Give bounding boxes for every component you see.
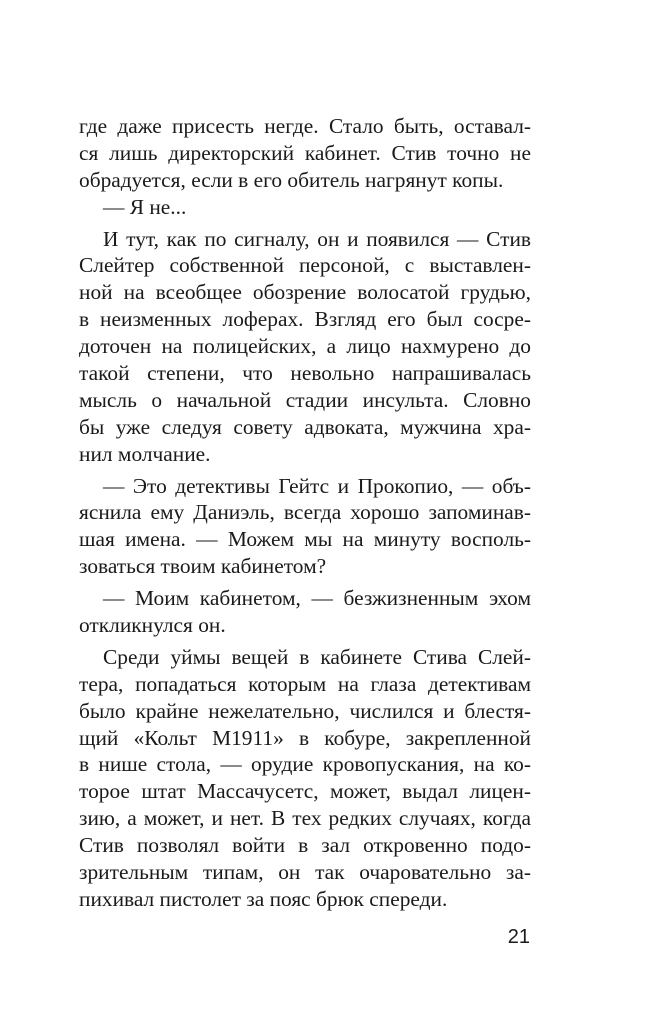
- text-line: откликнулся он.: [79, 613, 226, 638]
- text-line: было крайне нежелательно, числился и блестя-: [79, 698, 531, 723]
- text-line: в неизменных лоферах. Взгляд его был сосре-: [79, 307, 531, 332]
- text-line: бы уже следуя совету адвоката, мужчина хра-: [79, 414, 531, 439]
- text-line: зоваться твоим кабинетом?: [79, 554, 327, 579]
- text-line: — Я не...: [103, 194, 187, 219]
- text-line: Стив позволял войти в зал откровенно подо-: [79, 833, 531, 858]
- text-line: торое штат Массачусетс, может, выдал лицен-: [79, 779, 531, 804]
- text-line: мысль о начальной стадии инсульта. Словно: [79, 387, 531, 412]
- text-line: где даже присесть негде. Стало быть, оставал-: [79, 114, 531, 138]
- text-line: — Моим кабинетом, — безжизненным эхом: [103, 586, 531, 611]
- text-line: нил молчание.: [79, 441, 211, 466]
- text-line: яснила ему Даниэль, всегда хорошо запоминав-: [79, 500, 531, 525]
- text-line: ся лишь директорский кабинет. Стив точно не: [79, 140, 531, 165]
- text-line: шая имена. — Можем мы на минуту восполь-: [79, 527, 531, 552]
- text-line: пихивал пистолет за пояс брюк спереди.: [79, 886, 448, 911]
- text-line: Среди уймы вещей в кабинете Стива Слей-: [103, 644, 531, 669]
- text-line: обрадуется, если в его обитель нагрянут копы.: [79, 167, 504, 192]
- text-line: доточен на полицейских, а лицо нахмурено до: [79, 334, 531, 359]
- text-line: — Это детективы Гейтс и Прокопио, — объ-: [103, 473, 531, 498]
- text-line: зрительным типам, он так очаровательно за-: [79, 860, 531, 885]
- page-number: 21: [507, 926, 530, 948]
- text-line: ной на всеобщее обозрение волосатой грудью,: [79, 280, 531, 305]
- text-line: в нише стола, — орудие кровопускания, на ко-: [79, 752, 531, 777]
- text-line: такой степени, что невольно напрашивалась: [79, 361, 531, 386]
- text-line: тера, попадаться которым на глаза детективам: [79, 671, 531, 696]
- text-line: зию, а может, и нет. В тех редких случаях, когда: [79, 806, 531, 831]
- body-text: [79, 113, 531, 913]
- text-line: И тут, как по сигналу, он и появился — Стив: [103, 226, 531, 251]
- text-line: щий «Кольт М1911» в кобуре, закрепленной: [79, 725, 531, 750]
- text-line: Слейтер собственной персоной, с выставлен-: [79, 253, 531, 278]
